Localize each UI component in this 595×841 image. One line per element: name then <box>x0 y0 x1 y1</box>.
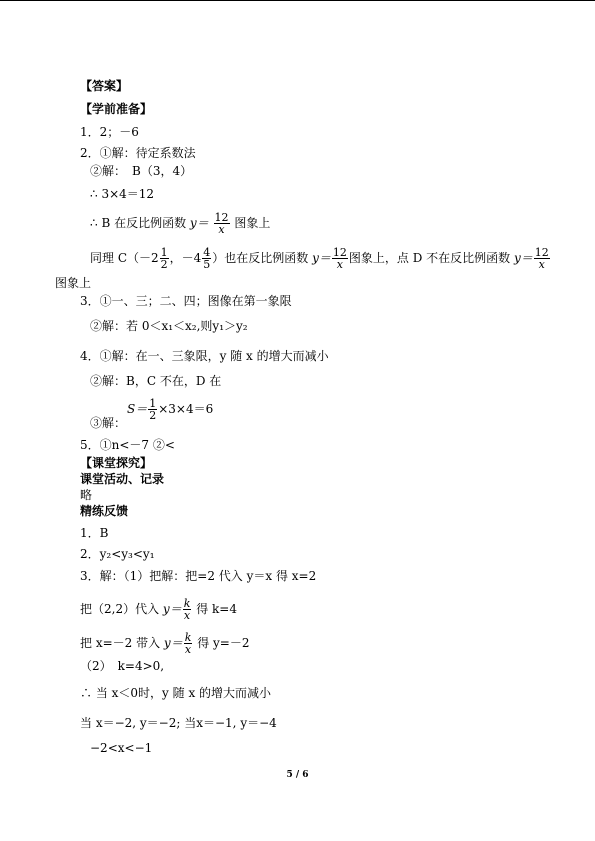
answer-line-2f: 图象上 <box>55 276 92 290</box>
text: 图象上，点 D 不在反比例函数 <box>348 251 511 265</box>
heading-class-exploration: 【课堂探究】 <box>80 456 153 470</box>
denominator: 2 <box>160 258 168 271</box>
answer-line-2e <box>90 247 551 270</box>
denominator: 2 <box>149 409 157 422</box>
denominator: x <box>183 609 191 622</box>
denominator: x <box>184 643 192 656</box>
text: 把（2,2）代入 <box>80 602 160 616</box>
fraction-four-fifths <box>202 247 211 270</box>
fraction-12-over-x <box>534 247 550 270</box>
feedback-line-3d: （2） k=4>0, <box>80 659 165 673</box>
heading-practice-feedback: 精练反馈 <box>80 504 129 518</box>
text: ）也在反比例函数 <box>212 251 309 265</box>
feedback-line-3f: 当 x＝−2, y＝−2; 当x＝−1, y＝−4 <box>80 716 277 730</box>
denominator: 5 <box>203 258 211 271</box>
feedback-line-3a: 3．解：（1）把解：把=2 代入 y＝x 得 x=2 <box>80 569 317 583</box>
equation-y: y＝ <box>189 216 209 230</box>
text: 图象上 <box>234 216 271 230</box>
answer-line-3b: ②解：若 0＜x₁＜x₂,则y₁＞y₂ <box>90 319 248 333</box>
heading-preparation: 【学前准备】 <box>80 102 153 116</box>
numerator: 12 <box>332 246 347 259</box>
answer-line-5: 5．①n<－7 ②< <box>80 438 175 452</box>
numerator: 12 <box>534 246 549 259</box>
answer-line-2a: 2．①解：待定系数法 <box>80 146 196 160</box>
text: ，－4 <box>169 251 202 265</box>
denominator: x <box>336 258 344 271</box>
answer-line-4a: 4．①解：在一、三象限，y 随 x 的增大而减小 <box>80 349 329 363</box>
fraction-one-half <box>148 398 157 421</box>
equation-y: y＝ <box>514 251 533 265</box>
feedback-line-1: 1．B <box>80 526 109 540</box>
numerator: 1 <box>160 246 168 259</box>
denominator: x <box>218 223 225 236</box>
equation-y: y＝ <box>162 602 182 616</box>
numerator: 12 <box>214 211 229 224</box>
fraction-k-over-x <box>184 632 193 655</box>
page-number: 5 / 6 <box>286 770 309 780</box>
numerator: k <box>183 597 191 610</box>
feedback-line-3g: −2<x<−1 <box>90 741 153 755</box>
fraction-one-half <box>160 247 169 270</box>
text: ∴ B 在反比例函数 <box>90 216 187 230</box>
text: ×3×4＝6 <box>158 402 214 416</box>
fraction-k-over-x <box>183 598 192 621</box>
text: 把 x=－2 带入 <box>80 636 161 650</box>
text: 得 y=－2 <box>197 636 250 650</box>
numerator: 1 <box>149 397 157 410</box>
feedback-line-3c <box>80 632 250 655</box>
text: 同理 C（－2 <box>90 251 159 265</box>
equation-y: y＝ <box>163 636 183 650</box>
heading-answer: 【答案】 <box>80 79 129 93</box>
omitted-text: 略 <box>80 488 93 502</box>
equation-s: S＝ <box>127 402 148 416</box>
feedback-line-2: 2．y₂<y₃<y₁ <box>80 547 155 561</box>
fraction-12-over-x <box>214 212 230 235</box>
page-top-rule <box>0 0 595 1</box>
heading-class-activity: 课堂活动、记录 <box>80 472 165 486</box>
text: 得 k=4 <box>196 602 237 616</box>
answer-line-3a: 3．①一、三；二、四；图像在第一象限 <box>80 294 292 308</box>
answer-line-2c: ∴ 3×4＝12 <box>90 187 155 201</box>
answer-line-1: 1．2；－6 <box>80 125 139 139</box>
answer-line-4b: ②解：B，C 不在，D 在 <box>90 374 222 388</box>
answer-line-4c <box>127 398 213 421</box>
fraction-12-over-x <box>332 247 348 270</box>
numerator: k <box>184 631 192 644</box>
answer-line-2d <box>90 212 270 235</box>
answer-line-2b: ②解： B（3，4） <box>90 164 193 178</box>
answer-line-4d: ③解： <box>90 416 127 430</box>
equation-y: y＝ <box>312 251 331 265</box>
numerator: 4 <box>203 246 211 259</box>
feedback-line-3b <box>80 598 237 621</box>
feedback-line-3e: ∴ 当 x＜0时，y 随 x 的增大而减小 <box>80 686 272 700</box>
denominator: x <box>538 258 545 271</box>
